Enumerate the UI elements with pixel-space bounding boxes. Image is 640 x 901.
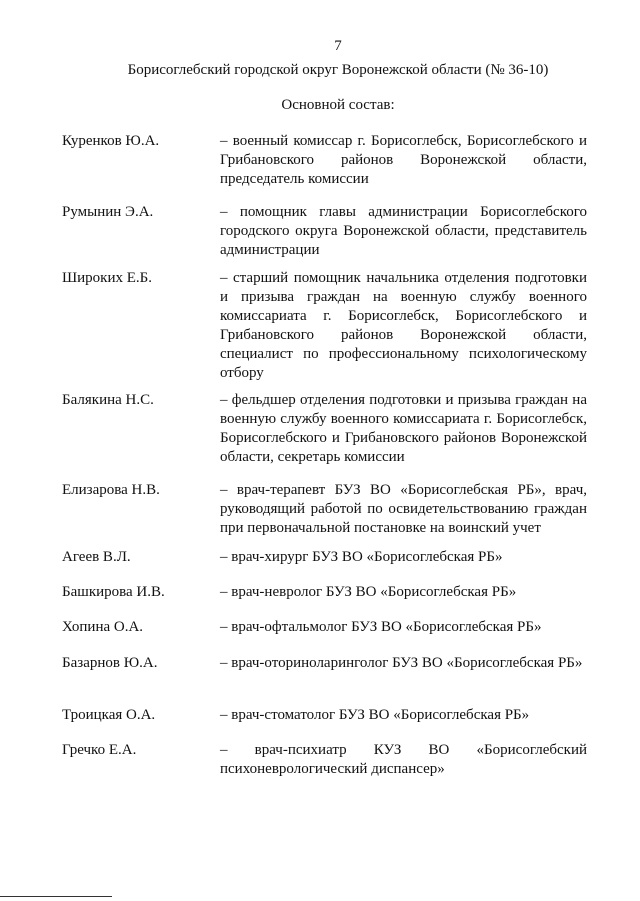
document-header: Борисоглебский городской округ Воронежской области (№ 36-10)	[127, 62, 549, 78]
member-role: – врач-психиатр КУЗ ВО «Борисоглебский психоневрологический диспансер»	[220, 742, 587, 777]
member-entry	[62, 481, 592, 538]
member-role: – врач-терапевт БУЗ ВО «Борисоглебская РБ», врач, руководящий работой по освидетельствованию граждан при первоначальной постановке на воинский учет	[220, 482, 587, 536]
member-name: Троицкая О.А.	[62, 707, 156, 723]
section-title: Основной состав:	[281, 97, 395, 113]
member-role: – старший помощник начальника отделения подготовки и призыва граждан на военную службу военного комиссариата г. Борисоглебск, Борисоглебского и Грибановского районов Воронежской области, специалист по профессиональному психологическому отбору	[220, 270, 587, 381]
member-name: Елизарова Н.В.	[62, 482, 160, 498]
member-role: – врач-невролог БУЗ ВО «Борисоглебская РБ»	[220, 584, 517, 600]
footnote-divider	[0, 896, 112, 897]
member-entry	[62, 269, 592, 383]
member-entry	[62, 654, 592, 673]
member-role: – военный комиссар г. Борисоглебск, Борисоглебского и Грибановского районов Воронежской области, председатель комиссии	[220, 133, 587, 187]
member-role: – врач-оториноларинголог БУЗ ВО «Борисоглебская РБ»	[220, 655, 583, 671]
member-entry	[62, 583, 592, 602]
member-role: – врач-офтальмолог БУЗ ВО «Борисоглебская РБ»	[220, 619, 542, 635]
member-name: Башкирова И.В.	[62, 584, 165, 600]
member-name: Хопина О.А.	[62, 619, 144, 635]
member-entry	[62, 741, 592, 779]
member-role: – помощник главы администрации Борисоглебского городского округа Воронежской области, представитель администрации	[220, 204, 587, 258]
member-entry	[62, 618, 592, 637]
member-name: Агеев В.Л.	[62, 549, 131, 565]
member-role: – врач-стоматолог БУЗ ВО «Борисоглебская РБ»	[220, 707, 530, 723]
member-entry	[62, 203, 592, 260]
member-entry	[62, 706, 592, 725]
member-name: Румынин Э.А.	[62, 204, 154, 220]
member-name: Балякина Н.С.	[62, 392, 154, 408]
member-role: – фельдшер отделения подготовки и призыва граждан на военную службу военного комиссариата г. Борисоглебск, Борисоглебского и Грибановского районов Воронежской области, секретарь комиссии	[220, 392, 587, 465]
member-name: Широких Е.Б.	[62, 270, 152, 286]
member-entry	[62, 548, 592, 567]
member-name: Гречко Е.А.	[62, 742, 137, 758]
member-name: Куренков Ю.А.	[62, 133, 160, 149]
member-entry	[62, 132, 592, 189]
member-name: Базарнов Ю.А.	[62, 655, 158, 671]
member-entry	[62, 391, 592, 467]
member-role: – врач-хирург БУЗ ВО «Борисоглебская РБ»	[220, 549, 503, 565]
page-number: 7	[334, 38, 342, 54]
